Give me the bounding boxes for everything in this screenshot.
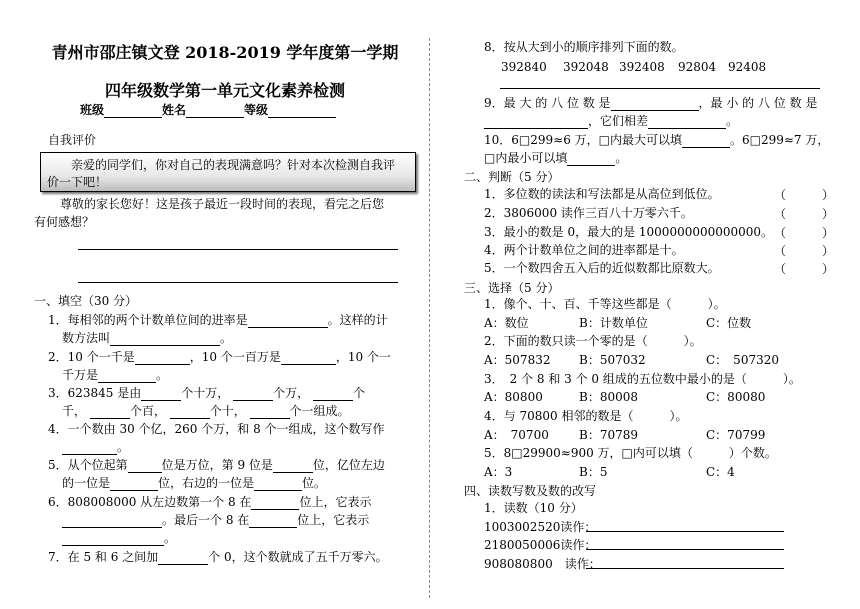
q2-blank3[interactable] <box>98 370 156 383</box>
q8-num4: 92804 <box>678 60 717 74</box>
section4-heading: 四、读数写数及数的改写 <box>464 484 597 498</box>
q3-line2: 千， 个百， 个十， 个一组成。 <box>62 404 350 418</box>
self-eval-box <box>40 152 416 192</box>
q6-blank1[interactable] <box>251 497 299 510</box>
q2-line2: 千万是 。 <box>62 368 169 382</box>
choice-q2-opt-c[interactable]: C： 507320 <box>706 353 779 367</box>
choice-q4-opt-a[interactable]: A： 70700 <box>484 428 549 442</box>
choice-q5: 5．8□29900≈900 万，□内可以填（ ）个数。 <box>484 446 777 460</box>
q3-line1: 3．623845 是由 个十万， 个万， 个 <box>48 386 365 400</box>
choice-q1-opt-c[interactable]: C：位数 <box>706 316 752 330</box>
choice-q5-opt-c[interactable]: C：4 <box>706 465 735 479</box>
read-row-3-answer[interactable] <box>586 568 784 569</box>
choice-q1: 1．像个、十、百、千等这些都是（ ）。 <box>484 297 726 311</box>
choice-q2: 2．下面的数只读一个零的是（ ）。 <box>484 334 702 348</box>
read-row-3-number: 908080800 <box>484 557 553 571</box>
q1-blank2[interactable] <box>110 333 220 346</box>
q9-blank3[interactable] <box>648 116 726 129</box>
q3-blank1[interactable] <box>141 388 181 401</box>
q6-blank4[interactable] <box>62 533 164 546</box>
parent-note-line2: 有何感想？ <box>34 215 95 229</box>
read-number-subheading: 1．读数（10 分） <box>484 501 583 515</box>
choice-q5-opt-b[interactable]: B：5 <box>579 465 608 479</box>
q9-line2: ，它们相差 。 <box>484 113 738 129</box>
q8-num1: 392840 <box>501 60 547 74</box>
q1-blank1[interactable] <box>248 315 328 328</box>
q6-blank2[interactable] <box>62 515 162 528</box>
column-divider <box>429 38 430 598</box>
read-row-2-answer[interactable] <box>586 549 784 550</box>
read-row-1-answer[interactable] <box>586 531 784 532</box>
judge-item-3: 3．最小的数是 0，最大的是 1000000000000000。 <box>484 225 774 239</box>
class-blank[interactable] <box>104 105 162 118</box>
class-label: 班级 <box>80 103 105 117</box>
q7-line: 7．在 5 和 6 之间加 个 0，这个数就成了五千万零六。 <box>48 550 388 564</box>
choice-q4-opt-b[interactable]: B：70789 <box>579 428 638 442</box>
q3-blank5[interactable] <box>170 406 210 419</box>
q6-line1: 6．808008000 从左边数第一个 8 在 位上，它表示 <box>48 495 372 509</box>
parent-answer-line1[interactable] <box>78 249 398 250</box>
choice-q4-opt-c[interactable]: C：70799 <box>706 428 766 442</box>
q8-num5: 92408 <box>728 60 767 74</box>
q3-blank2[interactable] <box>233 388 273 401</box>
q10-blank2[interactable] <box>567 153 615 166</box>
q4-line1: 4．一个数由 30 个亿，260 个万，和 8 个一组成，这个数写作 <box>48 422 385 436</box>
q3-blank6[interactable] <box>250 406 290 419</box>
q1-line1: 1．每相邻的两个计数单位间的进率是 。这样的计 <box>48 313 388 327</box>
judge-answer-1[interactable]: （ ） <box>774 188 835 202</box>
choice-q5-opt-a[interactable]: A：3 <box>484 465 513 479</box>
self-eval-box-line2: 价一下吧！ <box>47 175 108 189</box>
judge-answer-5[interactable]: （ ） <box>774 262 835 276</box>
q5-blank4[interactable] <box>254 478 302 491</box>
read-row-1-label: 读作： <box>560 520 597 534</box>
q8-answer-line[interactable] <box>500 88 820 89</box>
judge-answer-3[interactable]: （ ） <box>774 226 835 240</box>
judge-item-1: 1．多位数的读法和写法都是从高位到低位。 <box>484 187 720 201</box>
q5-line1: 5．从个位起第 位是万位，第 9 位是 位，亿位左边 <box>48 458 385 472</box>
q1-line2: 数方法叫 。 <box>62 331 233 345</box>
exam-title-line1: 青州市邵庄镇文登 2018-2019 学年度第一学期 <box>51 43 399 62</box>
parent-note-line1: 尊敬的家长您好！这是孩子最近一段时间的表现，看完之后您 <box>60 197 385 211</box>
q4-blank[interactable] <box>62 442 117 455</box>
grade-label: 等级 <box>244 103 269 117</box>
q6-line2: 。最后一个 8 在 位上，它表示 <box>62 512 369 528</box>
choice-q2-opt-b[interactable]: B：507032 <box>579 353 646 367</box>
q5-line2: 的一位是 位，右边的一位是 位。 <box>62 476 327 490</box>
student-info-row <box>80 101 336 118</box>
q9-blank1[interactable] <box>611 98 699 111</box>
judge-item-4: 4．两个计数单位之间的进率都是十。 <box>484 243 684 257</box>
q5-blank1[interactable] <box>128 460 162 473</box>
judge-item-5: 5．一个数四舍五入后的近似数都比原数大。 <box>484 261 720 275</box>
name-blank[interactable] <box>186 105 244 118</box>
choice-q4: 4．与 70800 相邻的数是（ ）。 <box>484 409 688 423</box>
q6-line3: 。 <box>62 530 176 546</box>
q10-line1: 10．6□299≈6 万，□内最大可以填 。6□299≈7 万， <box>484 133 830 147</box>
choice-q2-opt-a[interactable]: A：507832 <box>484 353 551 367</box>
q2-blank2[interactable] <box>281 352 336 365</box>
q5-blank3[interactable] <box>110 478 158 491</box>
q2-line1: 2．10 个一千是 ，10 个一百万是 ，10 个一 <box>48 350 391 364</box>
q5-blank2[interactable] <box>273 460 313 473</box>
grade-blank[interactable] <box>268 105 336 118</box>
choice-q3-opt-b[interactable]: B：80008 <box>579 390 638 404</box>
choice-q1-opt-a[interactable]: A：数位 <box>484 316 529 330</box>
name-label: 姓名 <box>162 103 187 117</box>
read-row-3 <box>484 556 601 572</box>
q7-blank[interactable] <box>158 552 208 565</box>
judge-item-2: 2．3806000 读作三百八十万零六千。 <box>484 206 693 220</box>
read-row-2-number: 2180050006 <box>484 538 561 552</box>
read-row-1 <box>484 519 596 535</box>
q9-line1: 9．最 大 的 八 位 数 是 ，最 小 的 八 位 数 是 <box>484 96 818 110</box>
choice-q3-opt-c[interactable]: C：80080 <box>706 390 766 404</box>
choice-q1-opt-b[interactable]: B：计数单位 <box>579 316 648 330</box>
judge-answer-4[interactable]: （ ） <box>774 244 835 258</box>
q6-blank3[interactable] <box>249 515 297 528</box>
section3-heading: 三、选择（5 分） <box>464 281 560 295</box>
read-row-1-number: 1003002520 <box>484 520 561 534</box>
choice-q3-opt-a[interactable]: A：80800 <box>484 390 543 404</box>
self-eval-box-line1: 亲爱的同学们，你对自己的表现满意吗？针对本次检测自我评 <box>71 158 396 172</box>
q10-blank1[interactable] <box>682 135 730 148</box>
q3-blank3[interactable] <box>313 388 353 401</box>
q9-blank2[interactable] <box>484 116 588 129</box>
q8-num2: 392048 <box>563 60 609 74</box>
q10-line2: □内最小可以填 。 <box>484 151 628 165</box>
choice-q3: 3． 2 个 8 和 3 个 0 组成的五位数中最小的是（ ）。 <box>484 372 801 386</box>
exam-title-line2: 四年级数学第一单元文化素养检测 <box>104 81 345 100</box>
parent-answer-line2[interactable] <box>78 282 398 283</box>
q2-blank1[interactable] <box>135 352 190 365</box>
read-row-3-label: 读作： <box>552 557 601 571</box>
read-row-2 <box>484 537 596 553</box>
judge-answer-2[interactable]: （ ） <box>774 207 835 221</box>
section1-heading: 一、填空（30 分） <box>34 294 138 308</box>
q4-line2: 。 <box>62 439 129 455</box>
q8-num3: 392408 <box>619 60 665 74</box>
read-row-2-label: 读作： <box>560 538 597 552</box>
self-eval-label: 自我评价 <box>48 133 97 147</box>
q3-blank4[interactable] <box>90 406 130 419</box>
q8-text: 8．按从大到小的顺序排列下面的数。 <box>484 40 684 54</box>
section2-heading: 二、判断（5 分） <box>464 170 560 184</box>
